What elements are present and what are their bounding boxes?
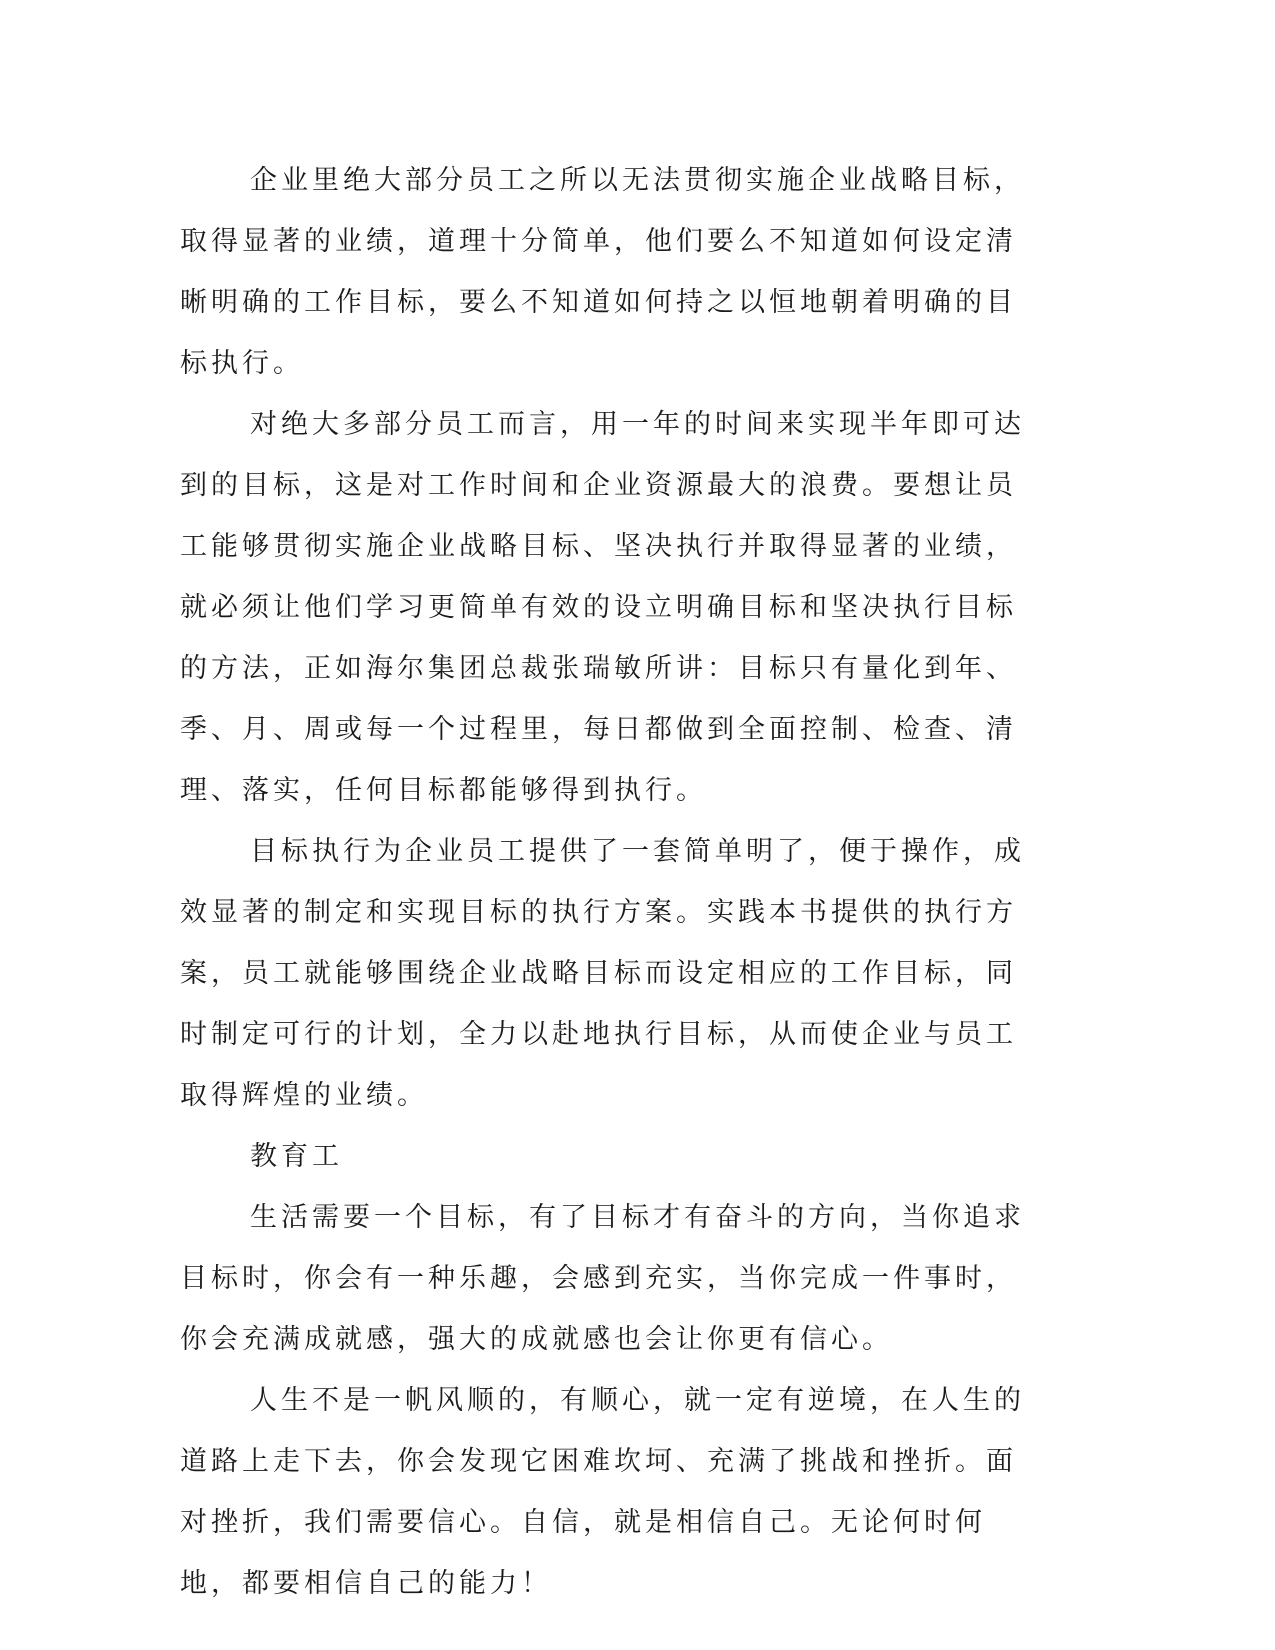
paragraph-5: 生活需要一个目标，有了目标才有奋斗的方向，当你追求目标时，你会有一种乐趣，会感到充实，当你完成一件事时，你会充满成就感，强大的成就感也会让你更有信心。 — [180, 1202, 1025, 1355]
document-page — [180, 150, 1030, 1614]
paragraph-1: 企业里绝大部分员工之所以无法贯彻实施企业战略目标，取得显著的业绩，道理十分简单，他们要么不知道如何设定清晰明确的工作目标，要么不知道如何持之以恒地朝着明确的目标执行。 — [180, 165, 1025, 379]
paragraph-4: 教育工 — [250, 1141, 343, 1172]
paragraph-3: 目标执行为企业员工提供了一套简单明了，便于操作，成效显著的制定和实现目标的执行方案。实践本书提供的执行方案，员工就能够围绕企业战略目标而设定相应的工作目标，同时制定可行的计划，全力以赴地执行目标，从而使企业与员工取得辉煌的业绩。 — [180, 836, 1025, 1111]
paragraph-2: 对绝大多部分员工而言，用一年的时间来实现半年即可达到的目标，这是对工作时间和企业资源最大的浪费。要想让员工能够贯彻实施企业战略目标、坚决执行并取得显著的业绩，就必须让他们学习更简单有效的设立明确目标和坚决执行目标的方法，正如海尔集团总裁张瑞敏所讲：目标只有量化到年、季、月、周或每一个过程里，每日都做到全面控制、检查、清理、落实，任何目标都能够得到执行。 — [180, 409, 1025, 806]
paragraph-6: 人生不是一帆风顺的，有顺心，就一定有逆境，在人生的道路上走下去，你会发现它困难坎坷、充满了挑战和挫折。面对挫折，我们需要信心。自信，就是相信自己。无论何时何地，都要相信自己的能力！ — [180, 1385, 1025, 1599]
